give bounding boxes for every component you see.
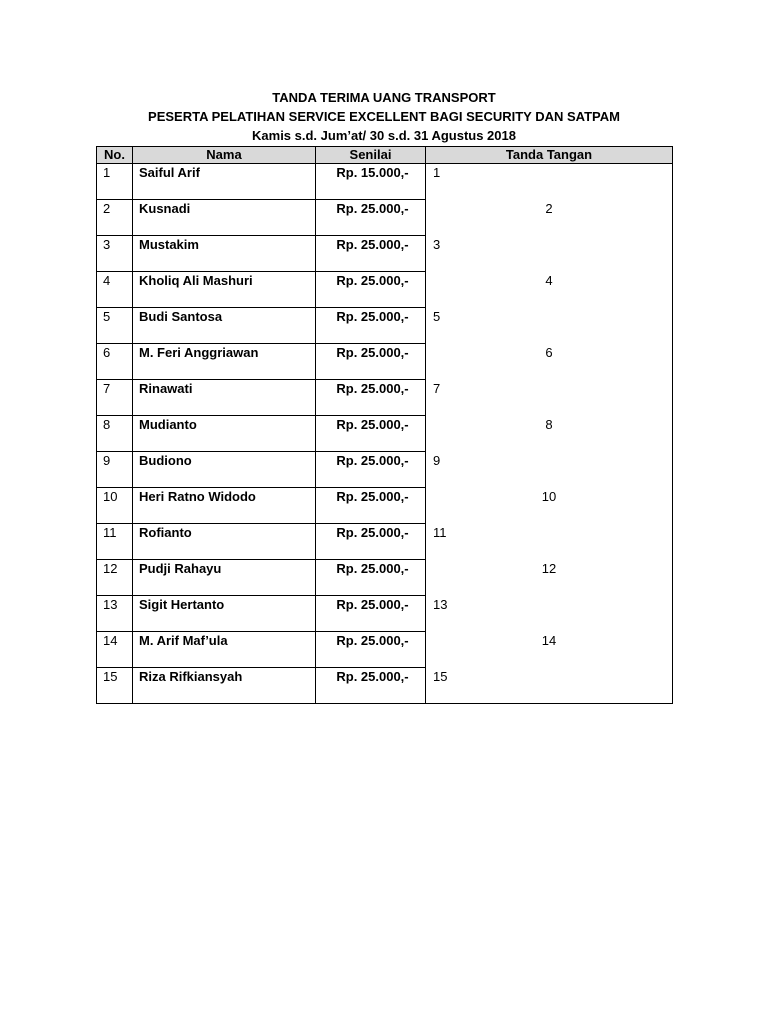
document-subtitle: PESERTA PELATIHAN SERVICE EXCELLENT BAGI SECURITY DAN SATPAM [148, 109, 620, 124]
row-number: 1 [103, 165, 111, 180]
table-row [97, 560, 673, 596]
table-row [97, 236, 673, 272]
amount: Rp. 25.000,- [336, 201, 409, 216]
amount-cell [316, 596, 426, 632]
signature-slot-cell[interactable] [426, 416, 673, 452]
signature-slot: 11 [433, 524, 447, 540]
column-header-senilai: Senilai [316, 147, 426, 164]
signature-slot-cell[interactable] [426, 488, 673, 524]
signature-slot: 12 [541, 560, 557, 576]
signature-slot-cell[interactable] [426, 344, 673, 380]
row-number-cell [97, 416, 133, 452]
table-header-row [97, 147, 673, 164]
signature-slot-cell[interactable] [426, 164, 673, 200]
amount: Rp. 25.000,- [336, 453, 409, 468]
signature-slot: 2 [545, 200, 553, 216]
amount-cell [316, 524, 426, 560]
participant-name-cell [133, 416, 316, 452]
row-number: 10 [103, 489, 118, 504]
row-number: 12 [103, 561, 118, 576]
signature-slot: 9 [433, 452, 441, 468]
signature-slot-cell[interactable] [426, 596, 673, 632]
row-number: 15 [103, 669, 118, 684]
row-number-cell [97, 164, 133, 200]
row-number-cell [97, 632, 133, 668]
participant-name: Mudianto [139, 417, 197, 432]
receipt-table [96, 146, 673, 704]
row-number-cell [97, 380, 133, 416]
row-number: 5 [103, 309, 111, 324]
row-number-cell [97, 488, 133, 524]
row-number-cell [97, 308, 133, 344]
amount: Rp. 25.000,- [336, 525, 409, 540]
amount: Rp. 25.000,- [336, 381, 409, 396]
table-row [97, 488, 673, 524]
amount-cell [316, 560, 426, 596]
participant-name: Budiono [139, 453, 192, 468]
signature-slot: 13 [433, 596, 448, 612]
column-header-tanda-tangan: Tanda Tangan [426, 147, 673, 164]
row-number-cell [97, 524, 133, 560]
participant-name: Pudji Rahayu [139, 561, 222, 576]
signature-slot: 10 [541, 488, 557, 504]
row-number: 13 [103, 597, 118, 612]
column-header-no: No. [97, 147, 133, 164]
amount: Rp. 25.000,- [336, 561, 409, 576]
document-date: Kamis s.d. Jum’at/ 30 s.d. 31 Agustus 2018 [252, 128, 516, 143]
signature-slot: 4 [545, 272, 553, 288]
signature-slot: 3 [433, 236, 441, 252]
row-number-cell [97, 596, 133, 632]
amount-cell [316, 632, 426, 668]
signature-slot-cell[interactable] [426, 668, 673, 704]
amount-cell [316, 380, 426, 416]
participant-name-cell [133, 560, 316, 596]
amount-cell [316, 668, 426, 704]
signature-slot-cell[interactable] [426, 452, 673, 488]
column-header-nama: Nama [133, 147, 316, 164]
row-number-cell [97, 272, 133, 308]
signature-slot: 8 [545, 416, 553, 432]
row-number-cell [97, 200, 133, 236]
table-body [97, 164, 673, 704]
participant-name-cell [133, 488, 316, 524]
row-number: 14 [103, 633, 118, 648]
amount: Rp. 25.000,- [336, 669, 409, 684]
participant-name: Saiful Arif [139, 165, 200, 180]
amount: Rp. 25.000,- [336, 345, 409, 360]
row-number: 7 [103, 381, 111, 396]
participant-name: Rofianto [139, 525, 192, 540]
amount-cell [316, 200, 426, 236]
amount-cell [316, 164, 426, 200]
participant-name: Sigit Hertanto [139, 597, 225, 612]
participant-name: Rinawati [139, 381, 193, 396]
signature-slot-cell[interactable] [426, 380, 673, 416]
participant-name-cell [133, 380, 316, 416]
row-number-cell [97, 452, 133, 488]
participant-name-cell [133, 524, 316, 560]
participant-name-cell [133, 308, 316, 344]
amount-cell [316, 488, 426, 524]
participant-name-cell [133, 452, 316, 488]
amount: Rp. 25.000,- [336, 597, 409, 612]
amount-cell [316, 308, 426, 344]
row-number: 11 [103, 525, 117, 540]
participant-name: Kusnadi [139, 201, 191, 216]
row-number: 3 [103, 237, 111, 252]
signature-slot-cell[interactable] [426, 236, 673, 272]
amount: Rp. 25.000,- [336, 633, 409, 648]
signature-slot: 14 [541, 632, 557, 648]
participant-name-cell [133, 668, 316, 704]
table-row [97, 308, 673, 344]
table-row [97, 452, 673, 488]
amount-cell [316, 344, 426, 380]
amount: Rp. 25.000,- [336, 309, 409, 324]
row-number: 4 [103, 273, 111, 288]
row-number-cell [97, 668, 133, 704]
participant-name: Budi Santosa [139, 309, 223, 324]
signature-slot: 6 [545, 344, 553, 360]
amount-cell [316, 236, 426, 272]
amount: Rp. 25.000,- [336, 417, 409, 432]
participant-name: Mustakim [139, 237, 199, 252]
signature-slot-cell[interactable] [426, 200, 673, 236]
row-number-cell [97, 236, 133, 272]
table-row [97, 344, 673, 380]
row-number: 8 [103, 417, 111, 432]
participant-name-cell [133, 200, 316, 236]
row-number: 6 [103, 345, 111, 360]
participant-name-cell [133, 164, 316, 200]
table-row [97, 668, 673, 704]
table-row [97, 416, 673, 452]
document-title: TANDA TERIMA UANG TRANSPORT [272, 90, 496, 105]
amount: Rp. 25.000,- [336, 237, 409, 252]
amount-cell [316, 272, 426, 308]
document-header [96, 88, 672, 145]
amount: Rp. 25.000,- [336, 273, 409, 288]
signature-slot-cell[interactable] [426, 632, 673, 668]
row-number: 9 [103, 453, 111, 468]
participant-name-cell [133, 596, 316, 632]
amount-cell [316, 416, 426, 452]
signature-slot-cell[interactable] [426, 560, 673, 596]
signature-slot: 7 [433, 380, 441, 396]
row-number-cell [97, 560, 133, 596]
row-number-cell [97, 344, 133, 380]
signature-slot-cell[interactable] [426, 524, 673, 560]
amount: Rp. 25.000,- [336, 489, 409, 504]
participant-name-cell [133, 272, 316, 308]
signature-slot: 5 [433, 308, 441, 324]
table-row [97, 200, 673, 236]
table-row [97, 380, 673, 416]
table-row [97, 272, 673, 308]
table-row [97, 164, 673, 200]
participant-name-cell [133, 632, 316, 668]
table-row [97, 596, 673, 632]
signature-slot: 1 [433, 165, 441, 180]
participant-name: Riza Rifkiansyah [139, 669, 243, 684]
participant-name: Heri Ratno Widodo [139, 489, 256, 504]
amount-cell [316, 452, 426, 488]
table-row [97, 632, 673, 668]
signature-slot-cell[interactable] [426, 272, 673, 308]
participant-name: M. Feri Anggriawan [139, 345, 259, 360]
participant-name: Kholiq Ali Mashuri [139, 273, 253, 288]
participant-name-cell [133, 236, 316, 272]
table-row [97, 524, 673, 560]
row-number: 2 [103, 201, 111, 216]
participant-name: M. Arif Maf’ula [139, 633, 228, 648]
participant-name-cell [133, 344, 316, 380]
signature-slot: 15 [433, 668, 448, 684]
amount: Rp. 15.000,- [336, 165, 409, 180]
signature-slot-cell[interactable] [426, 308, 673, 344]
